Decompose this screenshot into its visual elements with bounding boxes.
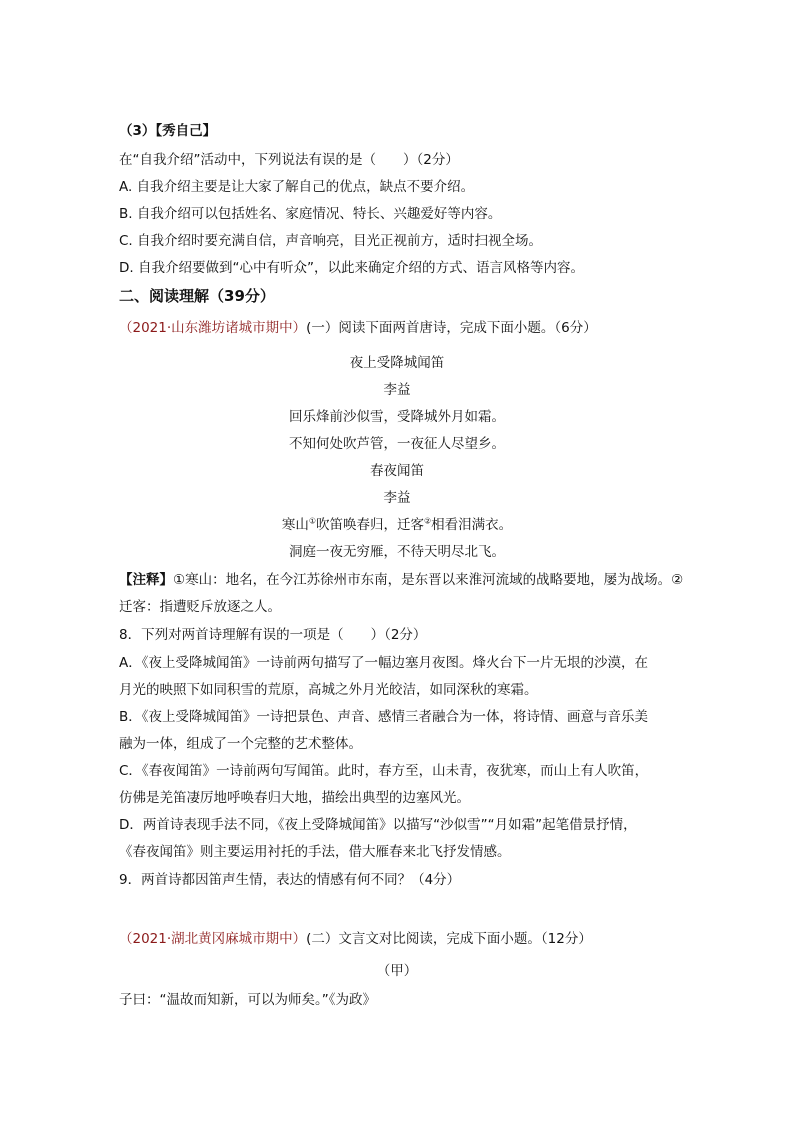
poem-1-line-1: 回乐烽前沙似雪，受降城外月如霜。 <box>289 409 505 425</box>
question-8-line: 融为一体，组成了一个完整的艺术整体。 <box>119 736 362 752</box>
option-c: C. 自我介绍时要充满自信，声音响亮，目光正视前方，适时扫视全场。 <box>119 233 543 249</box>
poem-2-line-1-part-b: 吹笛唤春归，迁客 <box>316 517 424 533</box>
poem-2-line-1-part-c: 相看泪满衣。 <box>431 517 513 533</box>
note-text: ①寒山：地名，在今江苏徐州市东南，是东晋以来淮河流域的战略要地，屡为战场。② <box>173 572 684 588</box>
part-2-heading <box>119 929 592 949</box>
question-8-stem: 8．下列对两首诗理解有误的一项是（ ）（2分） <box>119 627 427 643</box>
poem-2-title: 春夜闻笛 <box>370 463 424 479</box>
question-8-line: C．《春夜闻笛》一诗前两句写闻笛。此时，春方至，山未青，夜犹寒，而山上有人吹笛， <box>119 763 649 779</box>
question-8-line: 月光的映照下如同积雪的荒原，高城之外月光皎洁，如同深秋的寒霜。 <box>119 682 538 698</box>
question-8-line: D．两首诗表现手法不同，《夜上受降城闻笛》以描写“沙似雪”“月如霜”起笔借景抒情， <box>119 817 637 833</box>
option-d: D. 自我介绍要做到“心中有听众”，以此来确定介绍的方式、语言风格等内容。 <box>119 260 584 276</box>
note-label: 【注释】 <box>119 572 173 588</box>
footnote-mark-1: ① <box>308 516 316 526</box>
option-b: B. 自我介绍可以包括姓名、家庭情况、特长、兴趣爱好等内容。 <box>119 206 502 222</box>
question-8-line: B．《夜上受降城闻笛》一诗把景色、声音、感情三者融合为一体，将诗情、画意与音乐美 <box>119 709 649 725</box>
poem-2-line-1-part-a: 寒山 <box>281 517 309 533</box>
part-2-intro: (二）文言文对比阅读，完成下面小题。（12分） <box>306 931 592 947</box>
part-1-intro: (一）阅读下面两首唐诗，完成下面小题。（6分） <box>306 320 597 336</box>
section-2-title: 二、阅读理解（39分） <box>119 287 275 305</box>
passage-jia-label: （甲） <box>376 963 418 979</box>
passage-jia-line-1: 子曰：“温故而知新，可以为师矣。”《为政》 <box>119 992 376 1008</box>
question-3-stem: 在“自我介绍”活动中，下列说法有误的是（ ）（2分） <box>119 152 459 168</box>
option-a: A. 自我介绍主要是让大家了解自己的优点，缺点不要介绍。 <box>119 179 475 195</box>
note-line-2: 迁客：指遭贬斥放逐之人。 <box>119 599 281 615</box>
poem-2-author: 李益 <box>383 490 411 506</box>
question-8-line: 《春夜闻笛》则主要运用衬托的手法，借大雁春来北飞抒发情感。 <box>119 844 511 860</box>
poem-1-title: 夜上受降城闻笛 <box>349 355 445 371</box>
part-1-source: （2021·山东潍坊诸城市期中） <box>119 320 307 336</box>
note-line-1 <box>119 570 683 590</box>
poem-1-line-2: 不知何处吹芦管，一夜征人尽望乡。 <box>289 436 505 452</box>
question-9: 9．两首诗都因笛声生情，表达的情感有何不同？（4分） <box>119 872 461 888</box>
question-8-line: A．《夜上受降城闻笛》一诗前两句描写了一幅边塞月夜图。烽火台下一片无垠的沙漠，在 <box>119 655 648 671</box>
footnote-mark-2: ② <box>424 516 432 526</box>
part-2-source: （2021·湖北黄冈麻城市期中） <box>119 931 307 947</box>
question-8-line: 仿佛是羌笛凄厉地呼唤春归大地，描绘出典型的边塞风光。 <box>119 790 470 806</box>
part-1-heading <box>119 318 597 338</box>
question-3-header: （3）【秀自己】 <box>119 123 217 139</box>
poem-1-author: 李益 <box>383 382 411 398</box>
poem-2-line-2: 洞庭一夜无穷雁，不待天明尽北飞。 <box>289 544 505 560</box>
poem-2-line-1 <box>0 515 794 535</box>
